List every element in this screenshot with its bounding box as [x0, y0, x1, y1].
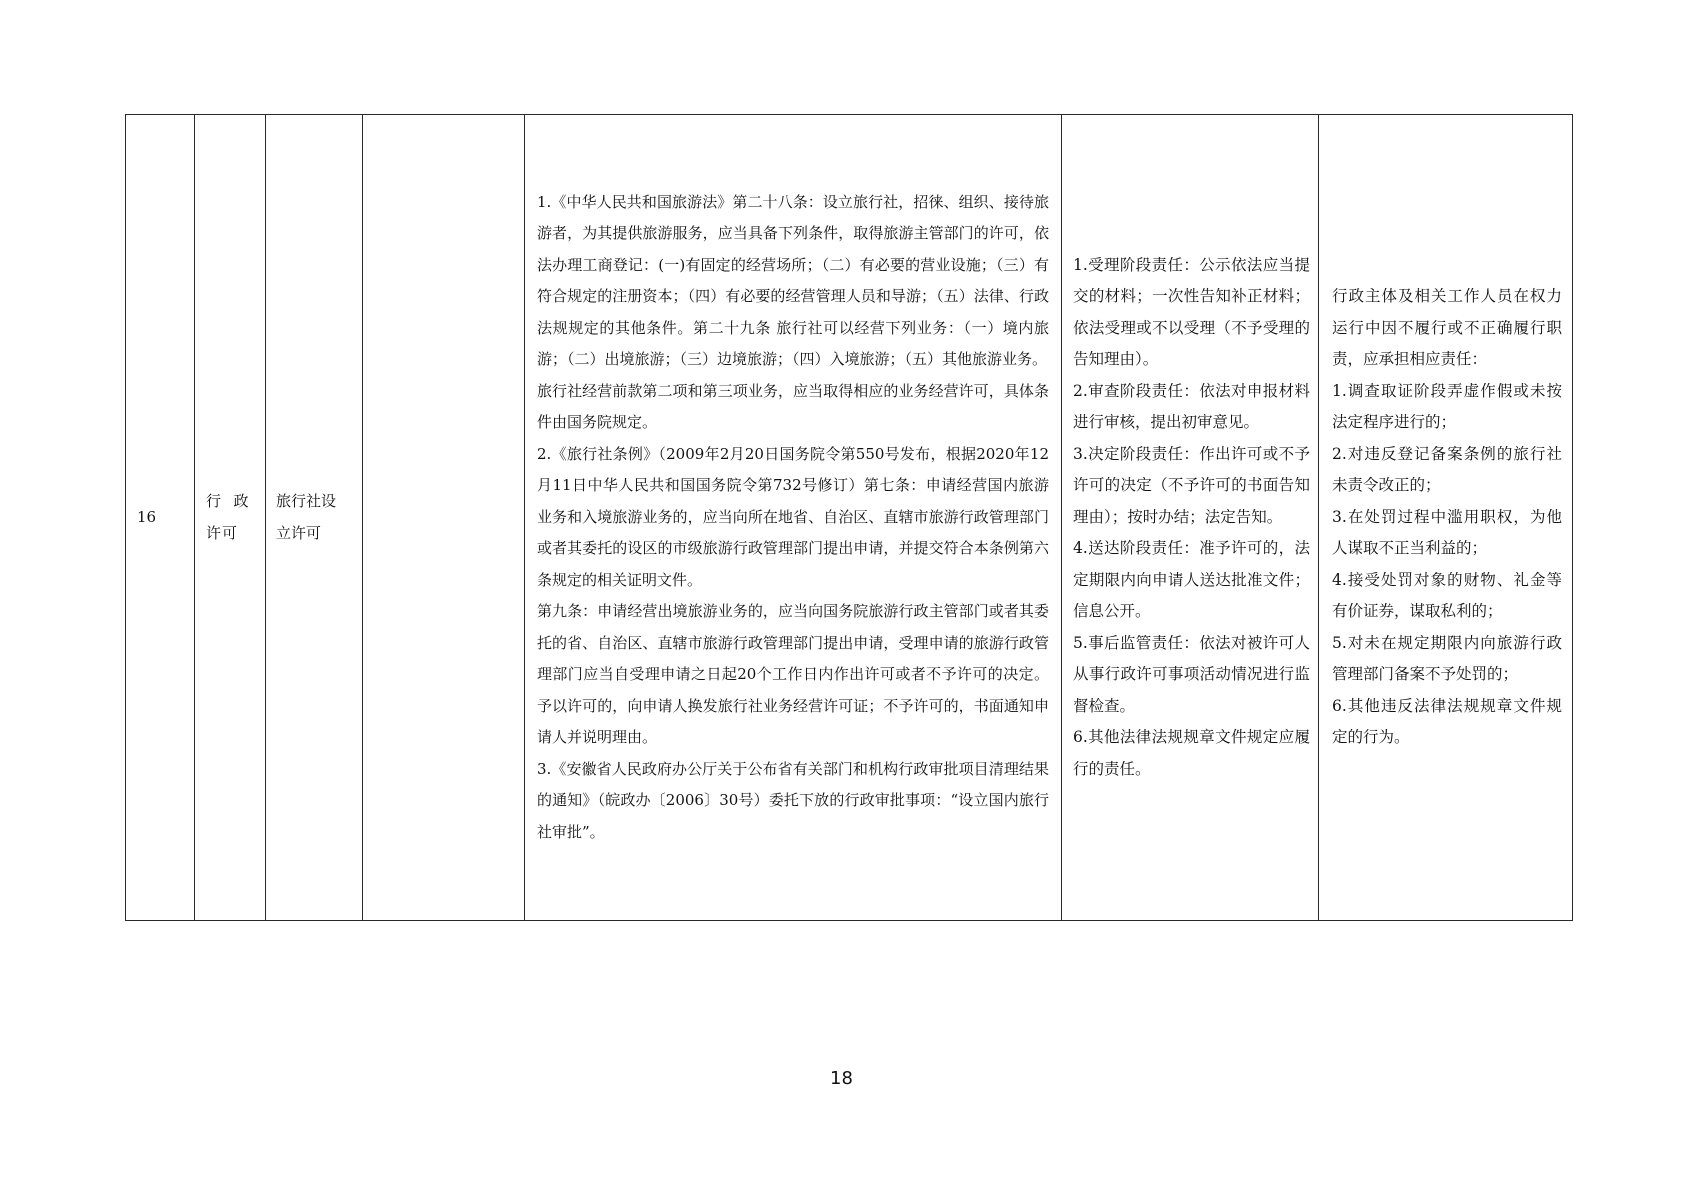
responsibility-item: 1.受理阶段责任：公示依法应当提交的材料；一次性告知补正材料；依法受理或不以受理（不予受理的告知理由）。 — [1073, 255, 1310, 369]
accountability-item: 3.在处罚过程中滥用职权，为他人谋取不正当利益的； — [1332, 507, 1562, 558]
legal-basis-paragraph: 1.《中华人民共和国旅游法》第二十八条：设立旅行社，招徕、组织、接待旅游者，为其提供旅游服务，应当具备下列条件，取得旅游主管部门的许可，依法办理工商登记：(一)有固定的经营场所；（二）有必要的营业设施；（三）有符合规定的注册资本；（四）有必要的经营管理人员和导游；（五）法律、行政法规规定的其他条件。第二十九条 旅行社可以经营下列业务：（一）境内旅游；（二）出境旅游；（三）边境旅游；（四）入境旅游；（五）其他旅游业务。 — [537, 192, 1049, 369]
sub-item-cell — [363, 115, 525, 921]
accountability-item: 6.其他违反法律法规规章文件规定的行为。 — [1332, 696, 1562, 747]
row-number: 16 — [137, 507, 157, 526]
accountability-item: 1.调查取证阶段弄虚作假或未按法定程序进行的； — [1332, 381, 1562, 432]
accountability-cell — [1319, 115, 1573, 921]
power-name-line2: 立许可 — [276, 523, 322, 542]
legal-basis-paragraph: 3.《安徽省人民政府办公厅关于公布省有关部门和机构行政审批项目清理结果的通知》（皖政办〔2006〕30号）委托下放的行政审批事项：“设立国内旅行社审批”。 — [537, 759, 1049, 841]
accountability-item: 5.对未在规定期限内向旅游行政管理部门备案不予处罚的； — [1332, 633, 1562, 684]
power-name-cell — [266, 115, 363, 921]
accountability-item: 行政主体及相关工作人员在权力运行中因不履行或不正确履行职责，应承担相应责任： — [1332, 287, 1562, 369]
responsibility-item: 5.事后监管责任：依法对被许可人从事行政许可事项活动情况进行监督检查。 — [1073, 633, 1310, 715]
power-list-table — [125, 114, 1573, 921]
responsibility-item: 3.决定阶段责任：作出许可或不予许可的决定（不予许可的书面告知理由）；按时办结；法定告知。 — [1073, 444, 1310, 526]
legal-basis-paragraph: 2.《旅行社条例》（2009年2月20日国务院令第550号发布，根据2020年12月11日中华人民共和国国务院令第732号修订）第七条：申请经营国内旅游业务和入境旅游业务的，应当向所在地省、自治区、直辖市旅游行政管理部门或者其委托的设区的市级旅游行政管理部门提出申请，并提交符合本条例第六条规定的相关证明文件。 — [537, 444, 1049, 589]
responsibility-item: 6.其他法律法规规章文件规定应履行的责任。 — [1073, 728, 1310, 778]
power-category-cell — [195, 115, 266, 921]
power-category-line2: 许可 — [206, 523, 239, 542]
power-name-line1: 旅行社设 — [276, 492, 337, 510]
accountability-item: 4.接受处罚对象的财物、礼金等有价证券，谋取私利的； — [1332, 570, 1562, 621]
legal-basis-paragraph: 旅行社经营前款第二项和第三项业务，应当取得相应的业务经营许可，具体条件由国务院规定。 — [537, 381, 1049, 432]
power-category-line1: 行 政 — [206, 492, 250, 510]
responsibility-item: 4.送达阶段责任：准予许可的，法定期限内向申请人送达批准文件；信息公开。 — [1073, 539, 1310, 621]
table-row — [126, 115, 1573, 921]
accountability-item: 2.对违反登记备案条例的旅行社未责令改正的； — [1332, 444, 1562, 495]
responsibility-item: 2.审查阶段责任：依法对申报材料进行审核，提出初审意见。 — [1073, 381, 1310, 432]
row-number-cell — [126, 115, 195, 921]
responsibility-cell — [1062, 115, 1319, 921]
legal-basis-paragraph: 第九条：申请经营出境旅游业务的，应当向国务院旅游行政主管部门或者其委托的省、自治区、直辖市旅游行政管理部门提出申请，受理申请的旅游行政管理部门应当自受理申请之日起20个工作日内作出许可或者不予许可的决定。予以许可的，向申请人换发旅行社业务经营许可证；不予许可的，书面通知申请人并说明理由。 — [537, 602, 1049, 747]
page-number: 18 — [830, 1068, 853, 1089]
legal-basis-cell — [525, 115, 1062, 921]
